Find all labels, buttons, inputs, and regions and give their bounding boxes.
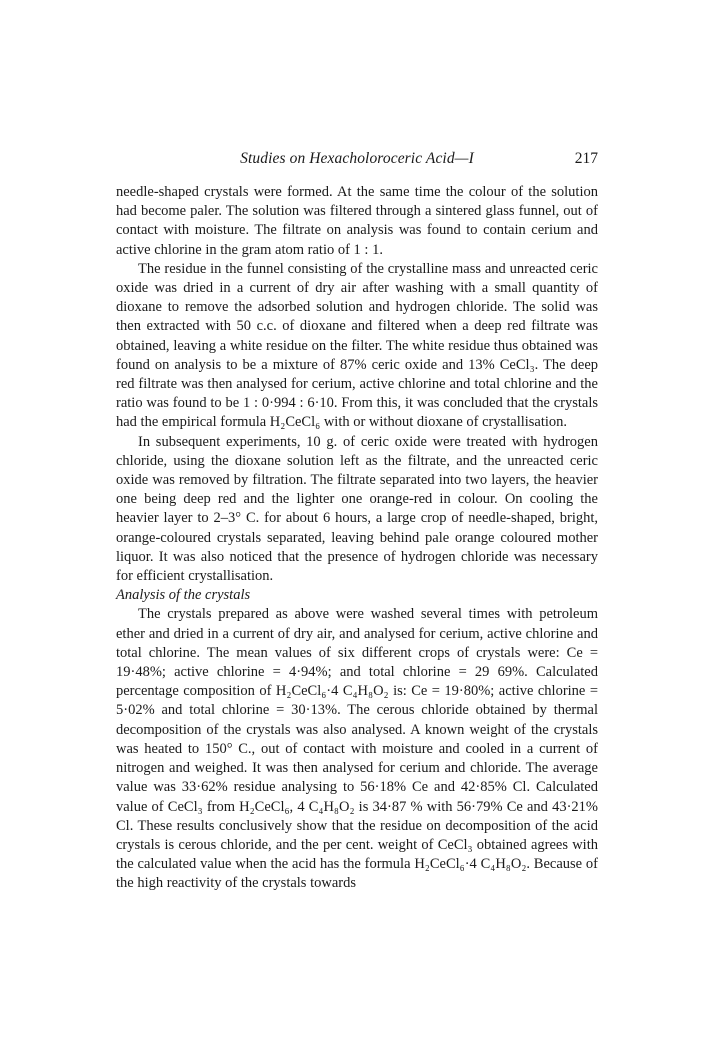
article-body	[116, 183, 598, 894]
paragraph-filtration: needle-shaped crystals were formed. At the same time the colour of the solution had become paler. The solution was filtered through a sintered glass funnel, out of contact with moisture. The filtrate on analysis was found to contain cerium and active chlorine in the gram atom ratio of 1 : 1.	[116, 184, 598, 258]
page-number: 217	[574, 150, 598, 167]
running-title: Studies on Hexacholoroceric Acid—I	[240, 150, 474, 167]
paragraph-residue: The residue in the funnel consisting of the crystalline mass and unreacted ceric oxide was dried in a current of dry air after washing with a small quantity of dioxane to remove the adsorbed solution and hydrogen chloride. The solid was then extracted with 50 c.c. of dioxane and filtered when a deep red filtrate was obtained, leaving a white residue on the filter. The white residue thus obtained was found on analysis to be a mixture of 87% ceric oxide and 13% CeCl₃. The deep red filtrate was then analysed for cerium, active chlorine and total chlorine and the ratio was found to be 1 : 0·994 : 6·10. From this, it was concluded that the crystals had the empirical formula H₂CeCl₆ with or without dioxane of crystallisation.	[116, 260, 598, 431]
paragraph-analysis: The crystals prepared as above were washed several times with petroleum ether and dried in a current of dry air, and analysed for cerium, active chlorine and total chlorine. The mean values of six different crops of crystals were: Ce = 19·48%; active chlorine = 4·94%; and total chlorine = 29 69%. Calculated percentage composition of H₂CeCl₆·4 C₄H₈O₂ is: Ce = 19·80%; active chlorine = 5·02% and total chlorine = 30·13%. The cerous chloride obtained by thermal decomposition of the crystals was also analysed. A known weight of the crystals was heated to 150° C., out of contact with moisture and cooled in a current of nitrogen and weighed. It was then analysed for cerium and chloride. The average value was 33·62% residue analysing to 56·18% Ce and 42·85% Cl. Calculated value of CeCl₃ from H₂CeCl₆, 4 C₄H₈O₂ is 34·87 % with 56·79% Ce and 43·21% Cl. These results conclusively show that the residue on decomposition of the acid crystals is cerous chloride, and the per cent. weight of CeCl₃ obtained agrees with the calculated value when the acid has the formula H₂CeCl₆·4 C₄H₈O₂. Because of the high reactivity of the crystals towards	[116, 606, 598, 892]
section-heading-analysis: Analysis of the crystals	[116, 587, 251, 604]
paragraph-subsequent-experiments: In subsequent experiments, 10 g. of ceric oxide were treated with hydrogen chloride, using the dioxane solution left as the filtrate, and the unreacted ceric oxide was removed by filtration. The filtrate separated into two layers, the heavier one being deep red and the lighter one orange-red in colour. On cooling the heavier layer to 2–3° C. for about 6 hours, a large crop of needle-shaped, bright, orange-coloured crystals separated, leaving behind pale orange coloured mother liquor. It was also noticed that the presence of hydrogen chloride was necessary for efficient crystallisation.	[116, 433, 598, 585]
page-header	[116, 150, 598, 170]
